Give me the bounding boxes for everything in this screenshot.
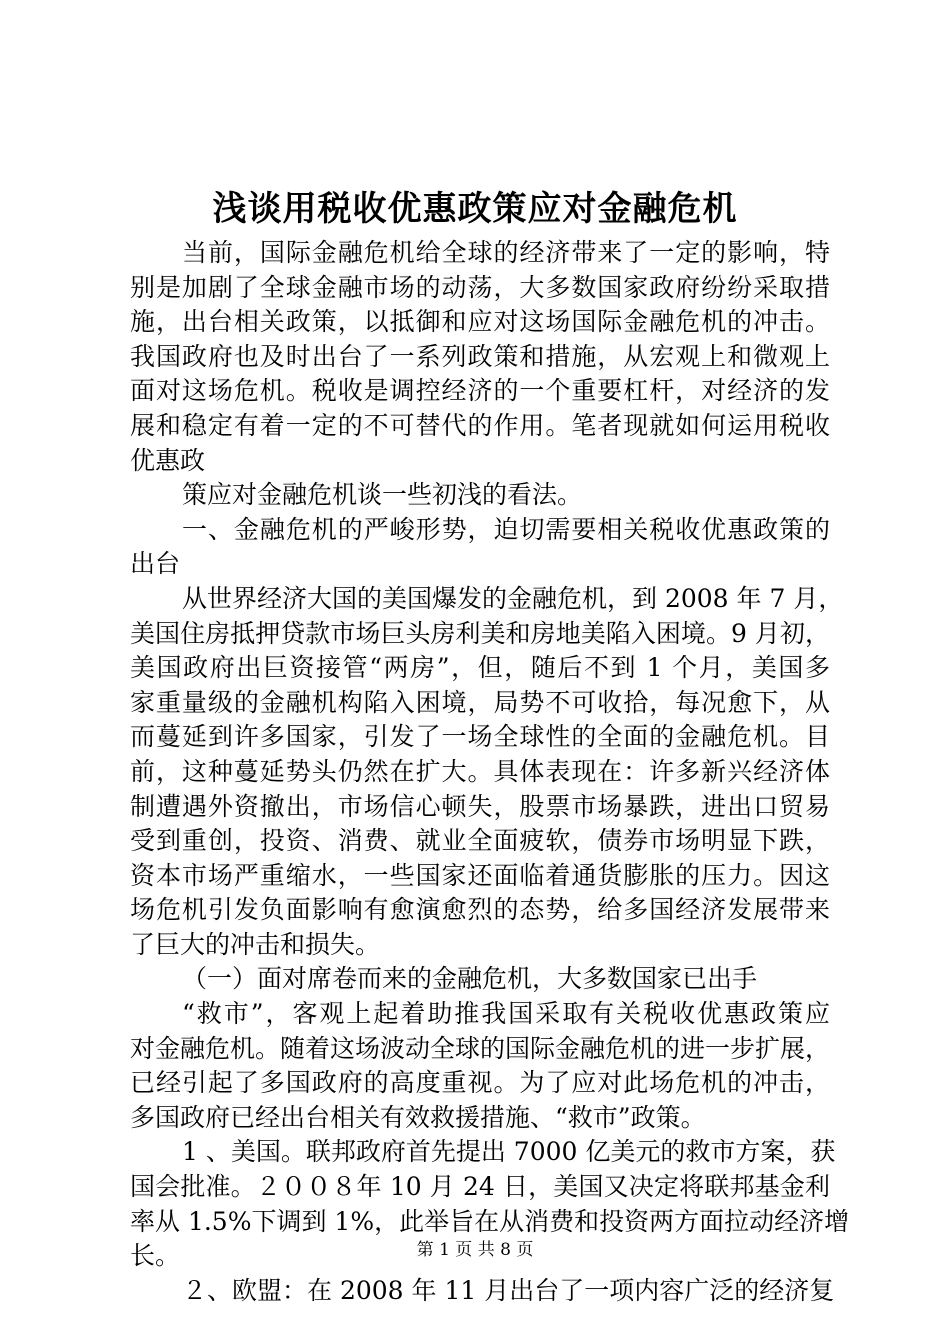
text-line: 别是加剧了全球金融市场的动荡，大多数国家政府纷纷采取措	[130, 272, 830, 302]
text-line: （一）面对席卷而来的金融危机，大多数国家已出手	[182, 964, 758, 994]
text-line: 从世界经济大国的美国爆发的金融危机，到 2008 年 7 月，	[182, 583, 844, 613]
text-line: 我国政府也及时出台了一系列政策和措施，从宏观上和微观上	[130, 341, 830, 371]
text-line: 美国政府出巨资接管“两房”，但，随后不到 1 个月，美国多	[130, 653, 830, 683]
text-line: ２、欧盟：在 2008 年 11 月出台了一项内容广泛的经济复	[182, 1275, 835, 1305]
text-line: 而蔓延到许多国家，引发了一场全球性的全面的金融危机。目	[130, 722, 830, 752]
text-line: “救市”，客观上起着助推我国采取有关税收优惠政策应	[182, 999, 830, 1029]
text-line: 长。	[130, 1241, 181, 1271]
text-line: 出台	[130, 549, 181, 579]
text-line: 美国住房抵押贷款市场巨头房利美和房地美陷入困境。9 月初，	[130, 618, 830, 648]
text-line: 施，出台相关政策，以抵御和应对这场国际金融危机的冲击。	[130, 307, 830, 337]
text-line: 策应对金融危机谈一些初浅的看法。	[182, 480, 583, 510]
text-line: 家重量级的金融机构陷入困境，局势不可收拾，每况愈下，从	[130, 687, 830, 717]
text-line: 场危机引发负面影响有愈演愈烈的态势，给多国经济发展带来	[130, 895, 830, 925]
document-body	[130, 236, 850, 1308]
text-line: 率从 1.5%下调到 1%，此举旨在从消费和投资两方面拉动经济增	[130, 1206, 850, 1236]
text-line: 受到重创，投资、消费、就业全面疲软，债券市场明显下跌，	[130, 826, 830, 856]
text-line: 优惠政	[130, 445, 206, 475]
text-line: 展和稳定有着一定的不可替代的作用。笔者现就如何运用税收	[130, 410, 830, 440]
text-line: 前，这种蔓延势头仍然在扩大。具体表现在：许多新兴经济体	[130, 756, 830, 786]
text-line: 1 、美国。联邦政府首先提出 7000 亿美元的救市方案，获	[182, 1137, 836, 1167]
page-footer: 第 1 页 共 8 页	[416, 1240, 534, 1260]
text-line: 了巨大的冲击和损失。	[130, 929, 381, 959]
text-line: 已经引起了多国政府的高度重视。为了应对此场危机的冲击，	[130, 1068, 830, 1098]
text-line: 制遭遇外资撤出，市场信心顿失，股票市场暴跌，进出口贸易	[130, 791, 830, 821]
text-line: 国会批准。２００８年 10 月 24 日，美国又决定将联邦基金利	[130, 1172, 830, 1202]
text-line: 当前，国际金融危机给全球的经济带来了一定的影响，特	[182, 238, 830, 267]
text-line: 多国政府已经出台相关有效救援措施、“救市”政策。	[130, 1102, 706, 1132]
text-line: 资本市场严重缩水，一些国家还面临着通货膨胀的压力。因这	[130, 860, 830, 890]
text-line: 对金融危机。随着这场波动全球的国际金融危机的进一步扩展，	[130, 1033, 831, 1063]
document-title: 浅谈用税收优惠政策应对金融危机	[212, 189, 738, 229]
text-line: 一、金融危机的严峻形势，迫切需要相关税收优惠政策的	[182, 514, 830, 544]
text-line: 面对这场危机。税收是调控经济的一个重要杠杆，对经济的发	[130, 376, 830, 406]
